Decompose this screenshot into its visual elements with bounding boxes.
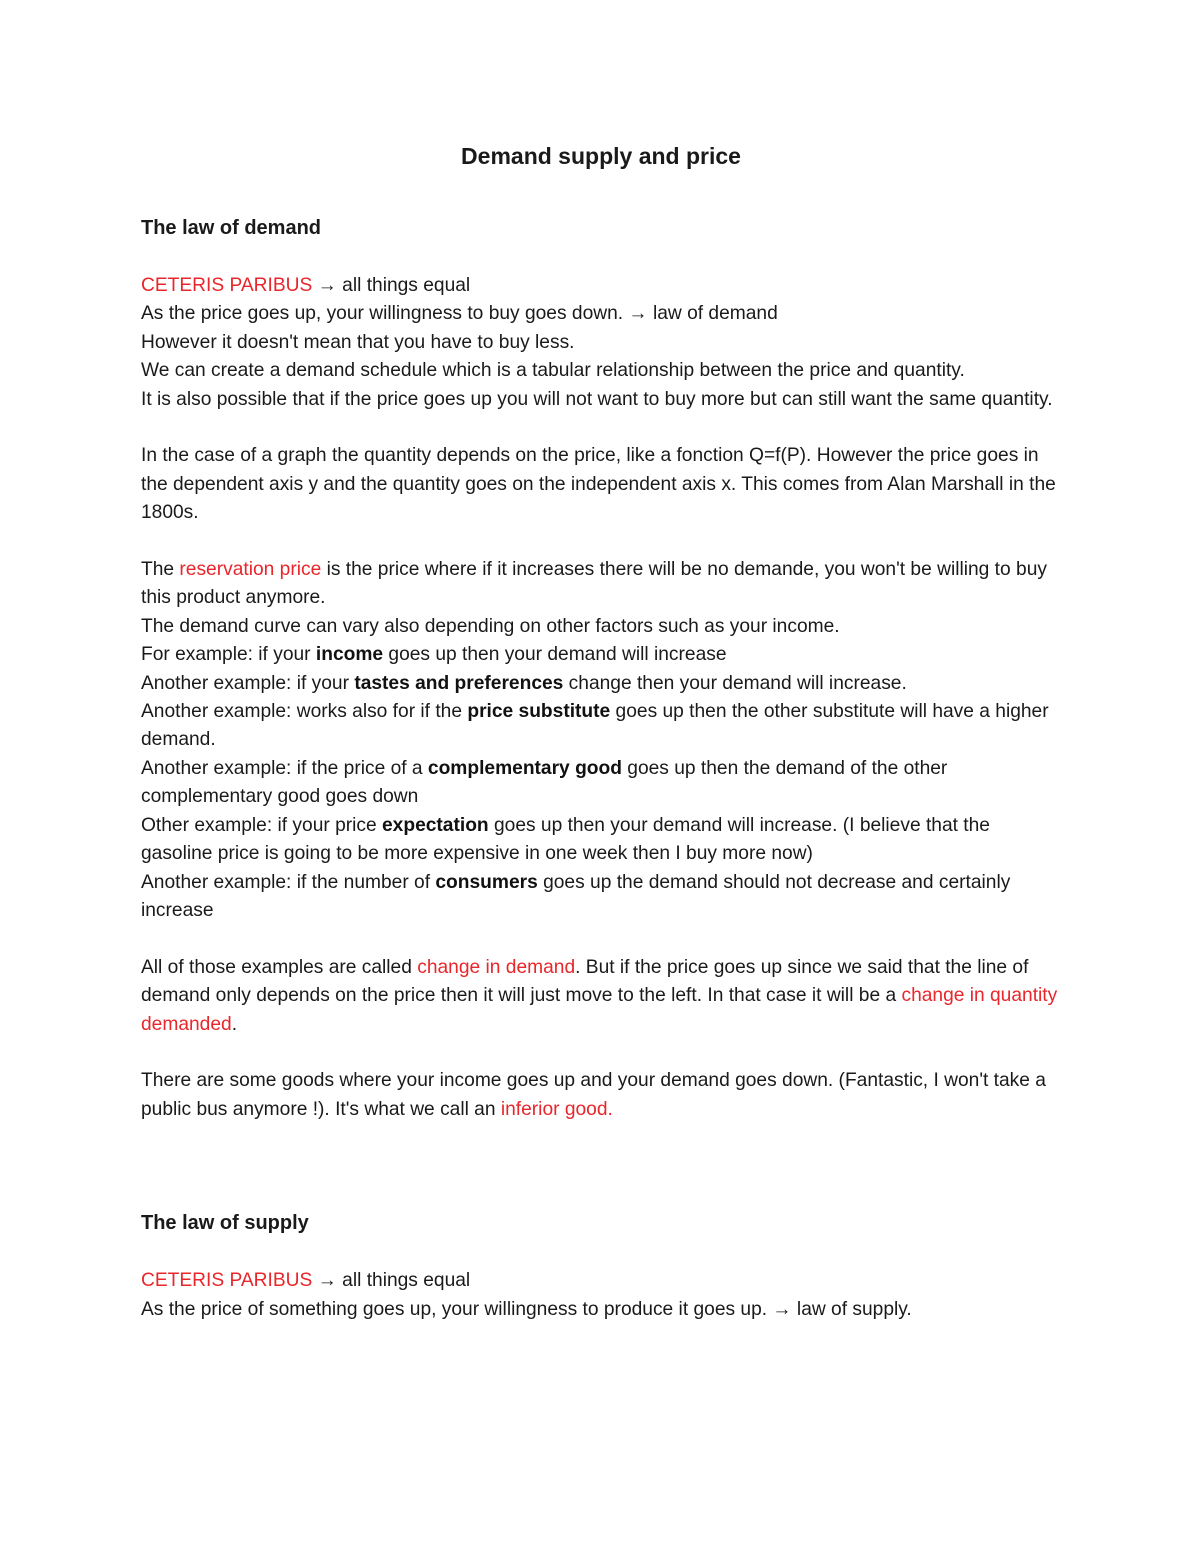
paragraph-change-in-demand	[141, 954, 1061, 1039]
paragraph-reservation-price	[141, 556, 1061, 613]
paragraph-text: goes up then the demand of the other complementary good goes down	[141, 757, 948, 808]
paragraph-text: Another example: if the price of a	[141, 757, 428, 779]
paragraph-buy-less: However it doesn't mean that you have to buy less.	[141, 331, 575, 353]
spacer	[141, 528, 1061, 556]
highlight-term: CETERIS PARIBUS	[141, 1270, 313, 1292]
paragraph-example-expectation	[141, 812, 1061, 869]
highlight-term: inferior good.	[500, 1098, 613, 1120]
paragraph-text: goes up then the other substitute will have a higher demand.	[141, 701, 1049, 751]
highlight-term: change in demand	[417, 956, 576, 978]
paragraph-example-tastes	[141, 670, 1061, 698]
paragraph-text: goes up the demand should not decrease and certainly increase	[141, 871, 1011, 921]
document-title: Demand supply and price	[461, 143, 741, 169]
spacer	[141, 1039, 1061, 1067]
highlight-term: CETERIS PARIBUS	[141, 275, 313, 296]
paragraph-law-of-demand: As the price goes up, your willingness to buy goes down. → law of demand	[141, 303, 778, 325]
section-heading-demand: The law of demand	[141, 217, 322, 239]
paragraph-text: .	[231, 1013, 238, 1035]
spacer	[141, 1124, 1061, 1209]
bold-term: consumers	[435, 871, 538, 893]
document-page	[141, 138, 1061, 1324]
paragraph-text: goes up then your demand will increase	[383, 644, 727, 666]
paragraph-demand-curve: The demand curve can vary also depending on other factors such as your income.	[141, 615, 840, 637]
paragraph-demand-schedule: We can create a demand schedule which is a tabular relationship between the price and quantity.	[141, 360, 965, 382]
paragraph-text: All of those examples are called	[141, 956, 418, 978]
bold-term: income	[315, 644, 384, 666]
spacer	[141, 414, 1061, 442]
paragraph-text: → all things equal	[312, 275, 471, 296]
paragraph-ceteris-paribus-demand	[141, 272, 1061, 300]
paragraph-inferior-good	[141, 1067, 1061, 1124]
paragraph-text: change then your demand will increase.	[563, 672, 907, 694]
paragraph-example-income	[141, 641, 1061, 669]
section-heading-supply: The law of supply	[141, 1212, 309, 1235]
paragraph-text: Another example: if your	[141, 672, 355, 694]
paragraph-example-substitute	[141, 698, 1061, 755]
paragraph-text: The	[141, 559, 180, 581]
spacer	[141, 925, 1061, 953]
highlight-term: reservation price	[179, 559, 322, 581]
paragraph-example-consumers	[141, 869, 1061, 926]
paragraph-text: → all things equal	[312, 1270, 471, 1292]
paragraph-text: For example: if your	[141, 644, 316, 666]
bold-term: price substitute	[467, 701, 611, 723]
paragraph-text: . But if the price goes up since we said that the line of demand only depends on the price then it will just move to the left. In that case it will be a	[141, 956, 1029, 1007]
paragraph-text: There are some goods where your income goes up and your demand goes down. (Fantastic, I won't take a public bus anymore !). It's what we call an	[141, 1070, 1046, 1120]
bold-term: tastes and preferences	[354, 672, 564, 694]
paragraph-text: Another example: works also for if the	[141, 701, 468, 723]
bold-term: complementary good	[427, 757, 622, 779]
paragraph-graph: In the case of a graph the quantity depends on the price, like a fonction Q=f(P). However the price goes in the dependent axis y and the quantity goes on the independent axis x. This comes from Alan Marshall in the 1800s.	[141, 445, 1056, 524]
paragraph-law-of-supply: As the price of something goes up, your willingness to produce it goes up. → law of supply.	[141, 1298, 912, 1320]
paragraph-text: is the price where if it increases there will be no demande, you won't be willing to buy this product anymore.	[141, 559, 1047, 609]
paragraph-text: Another example: if the number of	[141, 871, 436, 893]
paragraph-text: Other example: if your price	[141, 814, 383, 836]
bold-term: expectation	[382, 814, 489, 836]
paragraph-ceteris-paribus-supply	[141, 1267, 1061, 1295]
paragraph-same-quantity: It is also possible that if the price goes up you will not want to buy more but can still want the same quantity.	[141, 388, 1053, 410]
paragraph-text: goes up then your demand will increase. (I believe that the gasoline price is going to be more expensive in one week then I buy more now)	[141, 814, 990, 865]
paragraph-example-complementary	[141, 755, 1061, 812]
highlight-term: change in quantity demanded	[141, 985, 1058, 1035]
